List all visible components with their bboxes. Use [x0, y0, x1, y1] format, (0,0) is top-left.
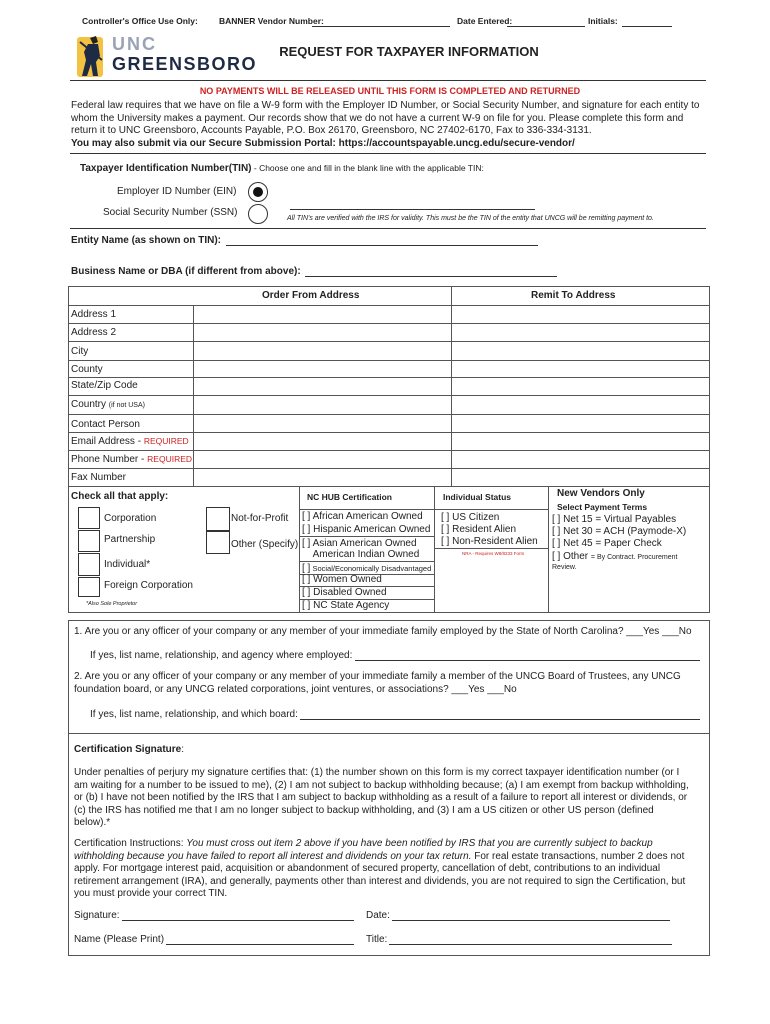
date-field[interactable] [392, 911, 670, 921]
hub-women-owned-label: Women Owned [313, 574, 382, 585]
check-all-heading: Check all that apply: [71, 491, 169, 502]
hub-bracket[interactable]: [ ] [302, 587, 311, 598]
question-2-followup: If yes, list name, relationship, and which board: [90, 709, 298, 720]
status-ra-label: Resident Alien [452, 524, 517, 535]
terms-other[interactable] [552, 551, 678, 562]
question-2-line: foundation board, or any UNCG related corporations, joint ventures, or associations? ___Yes ___No [74, 683, 517, 695]
terms-net15[interactable] [552, 514, 676, 525]
row-fax-label: Fax Number [71, 472, 127, 483]
print-name-field[interactable] [166, 935, 354, 945]
signature-field[interactable] [122, 911, 354, 921]
hub-african-american[interactable] [302, 511, 423, 522]
hub-bracket[interactable]: [ ] [302, 524, 311, 535]
terms-bracket[interactable]: [ ] [552, 538, 561, 549]
other-checkbox[interactable] [206, 531, 230, 554]
terms-bracket[interactable]: [ ] [552, 514, 561, 525]
terms-other-note: = By Contract. Procurement [590, 554, 678, 561]
hub-african-american-label: African American Owned [312, 511, 423, 522]
hub-disabled-owned-label: Disabled Owned [313, 587, 387, 598]
signature-label: Signature: [74, 910, 120, 921]
sole-proprietor-note: *Also Sole Proprietor [86, 601, 138, 607]
question-1-followup: If yes, list name, relationship, and agency where employed: [90, 650, 353, 661]
corporation-label: Corporation [104, 513, 157, 524]
partnership-label: Partnership [104, 534, 156, 545]
date-entered-label: Date Entered: [457, 16, 513, 26]
nonprofit-checkbox[interactable] [206, 507, 230, 531]
certification-heading [74, 744, 184, 755]
row-country-label [71, 399, 145, 410]
payment-terms-heading: Select Payment Terms [557, 502, 648, 512]
certification-line: am waiting for a number to be issued to me), (2) I am not subject to backup withholding because; (a) I am exempt from backup withholding, [74, 779, 689, 791]
intro-paragraph [71, 100, 711, 150]
hub-disabled-owned[interactable] [302, 587, 387, 598]
intro-line: Federal law requires that we have on file a W-9 form with the Employer ID Number, or Social Security Number, and signature for each entity to [71, 100, 700, 111]
certification-line: Under penalties of perjury my signature certifies that: (1) the number shown on this form is my correct taxpayer identification number (or I [74, 767, 680, 778]
initials-label: Initials: [588, 16, 618, 26]
tin-number-field[interactable] [290, 200, 535, 210]
instructions-text: For real estate transactions, number 2 does not [471, 850, 685, 862]
hub-state-agency[interactable] [302, 600, 389, 611]
tin-heading-row [80, 163, 484, 174]
intro-line: whom the University makes a payment. Our records show that we do not have a current W-9 on file for you. Please complete this form and [71, 112, 684, 124]
other-label: Other (Specify) [231, 539, 299, 550]
foreign-corp-label: Foreign Corporation [104, 580, 193, 591]
hub-disadvantaged[interactable] [302, 563, 431, 574]
row-email-label [71, 436, 189, 447]
row-city-label: City [71, 346, 89, 357]
email-required: REQUIRED [143, 436, 189, 446]
entity-name-field[interactable] [226, 236, 538, 246]
status-bracket[interactable]: [ ] [441, 536, 450, 547]
phone-text: Phone Number - [71, 454, 148, 465]
logo-line-unc: UNC [112, 34, 157, 54]
banner-vendor-field[interactable] [312, 17, 450, 27]
email-text: Email Address - [71, 436, 144, 447]
instructions-line: apply. For mortgage interest paid, acquisition or abandonment of secured property, cancellation of debt, contributions to an individual [74, 863, 661, 874]
portal-link[interactable]: You may also submit via our Secure Submission Portal: https://accountspayable.uncg.edu/secure-vendor/ [71, 137, 575, 149]
terms-review-note: Review. [552, 564, 577, 571]
page-title: REQUEST FOR TAXPAYER INFORMATION [279, 44, 539, 59]
question-1: 1. Are you or any officer of your company or any member of your immediate family employed by the State of North Carolina? ___Yes ___No [74, 626, 692, 637]
row-address2-label: Address 2 [71, 327, 117, 338]
controller-office-label: Controller's Office Use Only: [82, 16, 198, 26]
hub-hispanic-american[interactable] [302, 524, 430, 535]
partnership-checkbox[interactable] [78, 530, 100, 552]
hub-disadvantaged-label: Social/Economically Disadvantaged [312, 564, 432, 573]
business-name-label: Business Name or DBA (if different from above): [71, 266, 301, 277]
status-heading: Individual Status [443, 492, 512, 502]
hub-bracket[interactable]: [ ] [302, 563, 311, 574]
hub-women-owned[interactable] [302, 574, 382, 585]
title-field[interactable] [389, 935, 672, 945]
certification-line: or (b) I have not been notified by the IRS that I am subject to backup withholding as a result of a failure to report all interest or dividends, or [74, 792, 688, 803]
row-county-label: County [71, 364, 103, 375]
intro-line: return it to UNC Greensboro, Accounts Payable, P.O. Box 26170, Greensboro, NC 27402-6170, Fax to 336-334-3131. [71, 125, 592, 136]
terms-other-label: Other [563, 551, 589, 562]
status-us-citizen[interactable] [441, 512, 499, 523]
hub-heading: NC HUB Certification [307, 492, 393, 502]
individual-checkbox[interactable] [78, 553, 100, 576]
hub-hispanic-american-label: Hispanic American Owned [313, 524, 431, 535]
hub-bracket[interactable]: [ ] [302, 600, 311, 611]
certification-paragraph [74, 767, 704, 830]
new-vendors-heading: New Vendors Only [557, 488, 645, 499]
date-label: Date: [366, 910, 390, 921]
business-name-field[interactable] [305, 267, 557, 277]
row-statezip-label: State/Zip Code [71, 380, 138, 391]
ssn-radio[interactable] [248, 204, 268, 224]
ssn-label: Social Security Number (SSN) [103, 207, 238, 218]
question-2-field[interactable] [300, 710, 700, 720]
country-note: (if not USA) [108, 402, 145, 409]
certification-instructions [74, 838, 704, 901]
status-nonresident-alien[interactable] [441, 536, 538, 547]
hub-asian-american[interactable] [302, 538, 417, 549]
question-2-line: 2. Are you or any officer of your company or any member of your immediate family a member of the UNCG Board of Trustees, any UNCG [74, 671, 681, 682]
hub-american-indian[interactable] [302, 549, 419, 560]
hub-bracket[interactable]: [ ] [302, 538, 311, 549]
terms-net45[interactable] [552, 538, 662, 549]
hub-asian-american-label: Asian American Owned [312, 538, 417, 549]
remit-to-header: Remit To Address [531, 290, 616, 301]
question-1-field[interactable] [355, 651, 700, 661]
instructions-italic: withholding because you have failed to report all interest and dividends on your tax return. [74, 850, 472, 862]
tin-heading: Taxpayer Identification Number(TIN) [80, 163, 252, 174]
nonprofit-label: Not-for-Profit [231, 513, 289, 524]
banner-vendor-label: BANNER Vendor Number: [219, 16, 324, 26]
hub-state-agency-label: NC State Agency [313, 600, 390, 611]
individual-label: Individual* [104, 559, 151, 570]
status-resident-alien[interactable] [441, 524, 516, 535]
hub-american-indian-label: American Indian Owned [312, 549, 420, 560]
hub-bracket[interactable]: [ ] [302, 511, 311, 522]
instructions-italic: You must cross out item 2 above if you have been notified by IRS that you are currently subject to backup [186, 838, 653, 849]
entity-name-label: Entity Name (as shown on TIN): [71, 235, 222, 246]
warning-banner: NO PAYMENTS WILL BE RELEASED UNTIL THIS FORM IS COMPLETED AND RETURNED [199, 86, 581, 96]
status-nra-label: Non-Resident Alien [452, 536, 538, 547]
nra-form-note: NRA - Requires W8/8233 Form [462, 551, 525, 556]
certification-line: (c) the IRS has notified me that I am no longer subject to backup withholding, and (3) I am a US citizen or other US person (defined [74, 804, 654, 816]
terms-net45-label: Net 45 = Paper Check [563, 538, 662, 549]
order-from-header: Order From Address [262, 290, 360, 301]
row-contact-label: Contact Person [71, 419, 140, 430]
hub-bracket[interactable]: [ ] [302, 574, 311, 585]
ein-label: Employer ID Number (EIN) [117, 186, 237, 197]
foreign-corp-checkbox[interactable] [78, 577, 100, 597]
ein-radio[interactable] [248, 182, 268, 202]
certification-heading-colon: : [181, 744, 185, 755]
instructions-lead: Certification Instructions: [74, 838, 187, 849]
print-name-label: Name (Please Print) [74, 934, 165, 945]
country-text: Country [71, 399, 107, 410]
terms-bracket[interactable]: [ ] [552, 551, 561, 562]
corporation-checkbox[interactable] [78, 507, 100, 529]
certification-heading-text: Certification Signature [74, 744, 182, 755]
status-us-label: US Citizen [452, 512, 500, 523]
logo-line-greensboro: GREENSBORO [112, 54, 258, 74]
terms-net30-label: Net 30 = ACH (Paymode-X) [563, 526, 687, 537]
question-2 [74, 671, 704, 696]
certification-line: below).* [74, 817, 111, 828]
initials-field[interactable] [622, 17, 672, 27]
date-entered-field[interactable] [507, 17, 585, 27]
terms-net15-label: Net 15 = Virtual Payables [563, 514, 677, 525]
row-phone-label [71, 454, 192, 465]
row-address1-label: Address 1 [71, 309, 117, 320]
instructions-line: you must provide your correct TIN. [74, 888, 228, 899]
status-bracket[interactable]: [ ] [441, 512, 450, 523]
title-label: Title: [366, 934, 388, 945]
tin-instruction: - Choose one and fill in the blank line with the applicable TIN: [251, 163, 484, 173]
terms-bracket[interactable]: [ ] [552, 526, 561, 537]
phone-required: REQUIRED [147, 454, 193, 464]
instructions-line: retirement arrangement (IRA), and generally, payments other than interest and dividends, you are not required to sign the Certification, but [74, 875, 686, 887]
terms-net30[interactable] [552, 526, 686, 537]
status-bracket[interactable]: [ ] [441, 524, 450, 535]
tin-note: All TIN's are verified with the IRS for validity. This must be the TIN of the entity that UNCG will be remitting payment to. [287, 215, 654, 222]
